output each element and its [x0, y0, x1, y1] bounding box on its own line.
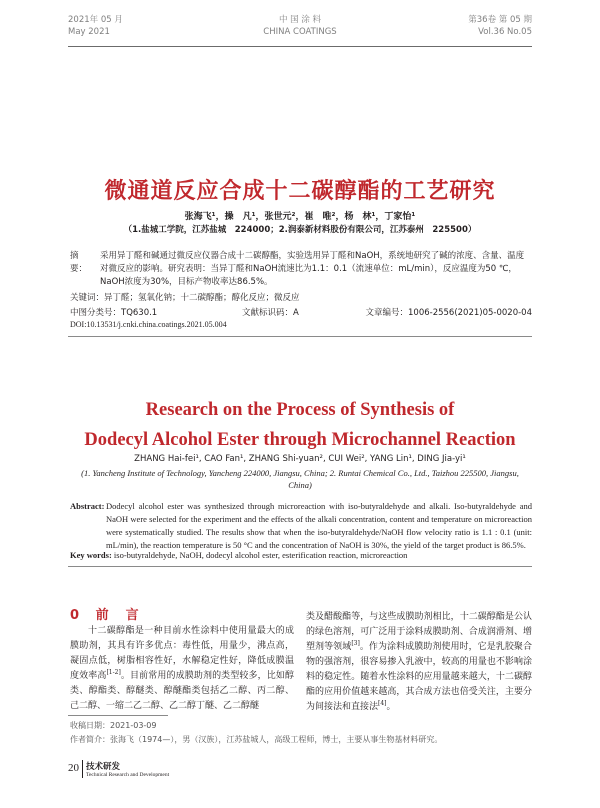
intro-text-3: 类及醋酸酯等，与这些成膜助剂相比，十二碳醇酯是公认的绿色溶剂，可广泛用于涂料成膜助剂、合成润滑剂、增塑剂等领域	[306, 612, 532, 652]
header-journal-en: CHINA COATINGS	[263, 27, 337, 37]
doi: DOI:10.13531/j.cnki.china.coatings.2021.05.004	[70, 320, 227, 329]
intro-text-1: 十二碳醇酯是一种目前水性涂料中使用量最大的成膜助剂，其具有许多优点：毒性低，用量少，沸点高，凝固点低，树脂相容性好，水解稳定性好，降低成膜温度效率高	[70, 626, 294, 681]
authors-en: ZHANG Hai-fei¹, CAO Fan¹, ZHANG Shi-yuan², CUI Wei², YANG Lin¹, DING Jia-yi¹	[134, 454, 466, 464]
affiliation-cn: （1.盐城工学院，江苏盐城 224000；2.润泰新材料股份有限公司，江苏泰州 225500）	[123, 225, 477, 235]
abstract-en	[70, 500, 532, 552]
citation: [4]	[378, 700, 387, 707]
header-volume-en: Vol.36 No.05	[478, 27, 532, 37]
article-number: 文章编号：1006-2556(2021)05-0020-04	[365, 308, 532, 318]
section-title: 前 言	[95, 608, 141, 623]
section-heading	[70, 604, 141, 623]
abstract-cn	[70, 250, 532, 289]
citation: [3]	[351, 640, 360, 647]
header-date-cn: 2021年 05 月	[68, 15, 123, 25]
running-header	[68, 14, 532, 46]
abstract-en-text: Dodecyl alcohol ester was synthesized through microreaction with iso-butyraldehyde and alkali. Iso-butyraldehyde and NaOH were selected for the experiment and the effects of the alkali concentration, content and temperature on microreaction were systematically studied. The results show that when the iso-butyraldehyde/NaOH flow velocity ratio is 1.1 : 0.1 (unit: mL/min), the reaction temperature is 50 °C and the concentration of NaOH is 30%, the yield of the target product is 86.5%.	[106, 501, 532, 550]
header-date-en: May 2021	[68, 27, 110, 37]
intro-text-5: 。	[386, 702, 396, 712]
authors-cn: 张海飞¹，操 凡¹，张世元²，崔 唯²，杨 林¹，丁家怡¹	[184, 212, 416, 222]
document-code: 文献标识码：A	[242, 308, 299, 318]
body-column-left	[70, 624, 294, 714]
header-rule	[68, 46, 532, 47]
keywords-en-text: iso-butyraldehyde, NaOH, dodecyl alcohol ester, esterification reaction, microreaction	[113, 550, 408, 560]
footnote-rule	[68, 715, 168, 716]
footnote-author-bio: 作者简介：张海飞（1974—），男（汉族），江苏盐城人，高级工程师，博士，主要从事生物基材料研究。	[70, 735, 443, 744]
citation: [1-2]	[106, 669, 121, 676]
abstract-cn-label: 摘 要：	[70, 251, 88, 274]
doi-rule	[68, 336, 532, 337]
title-en-line2: Dodecyl Alcohol Ester through Microchannel Reaction	[84, 430, 516, 450]
title-cn: 微通道反应合成十二碳醇酯的工艺研究	[104, 179, 496, 204]
keywords-rule	[68, 566, 532, 567]
keywords-en	[70, 550, 532, 560]
footer-section-en: Technical Research and Development	[86, 772, 170, 778]
page-number: 20	[68, 762, 79, 774]
intro-paragraph-cont	[306, 610, 532, 715]
classification-row	[70, 306, 532, 318]
clc-number: 中图分类号：TQ630.1	[70, 308, 158, 318]
section-number: 0	[70, 608, 82, 623]
header-journal-cn: 中 国 涂 料	[278, 15, 322, 25]
title-en	[0, 398, 600, 452]
header-right	[468, 14, 532, 38]
intro-paragraph	[70, 624, 294, 714]
intro-text-2: 。目前常用的成膜助剂的类型较多，比如醇类、醇酯类、醇醚类、醇醚酯类包括乙二醇、丙二醇、己二醇、一缩二乙二醇、乙二醇丁醚、乙二醇醚	[70, 671, 294, 711]
affiliation-en: (1. Yancheng Institute of Technology, Yancheng 224000, Jiangsu, China; 2. Runtai Chemical Co., Ltd., Taizhou 225500, Jiangsu, China)	[81, 468, 519, 490]
header-center	[68, 14, 532, 38]
intro-text-4: 。作为涂料成膜助剂使用时，它是乳胶聚合物的强溶剂，很容易掺入乳液中，较高的用量也不影响涂料的稳定性。随着水性涂料的应用量越来越大，十二碳醇酯的应用价值越来越高，其合成方法也倍受关注，主要分为间接法和直接法	[306, 642, 532, 712]
abstract-cn-text: 采用异丁醛和碱通过微反应仪器合成十二碳醇酯，实验选用异丁醛和NaOH，系统地研究了碱的浓度、含量、温度对微反应的影响。研究表明：当异丁醛和NaOH流速比为1.1：0.1（流速单位：mL/min），反应温度为50 ℃，NaOH浓度为30%，目标产物收率达86.5%。	[100, 251, 525, 287]
abstract-en-label: Abstract:	[70, 501, 105, 511]
body-column-right	[306, 610, 532, 715]
keywords-en-label: Key words:	[70, 550, 112, 560]
footer-divider	[82, 760, 83, 778]
footnote-received: 收稿日期：2021-03-09	[70, 721, 157, 730]
footer-section-cn: 技术研发	[86, 762, 121, 772]
title-en-line1: Research on the Process of Synthesis of	[145, 400, 455, 420]
header-volume-cn: 第36卷 第 05 期	[468, 15, 532, 25]
keywords-cn: 关键词：异丁醛；氢氧化钠；十二碳醇酯；醇化反应；微反应	[70, 293, 300, 303]
